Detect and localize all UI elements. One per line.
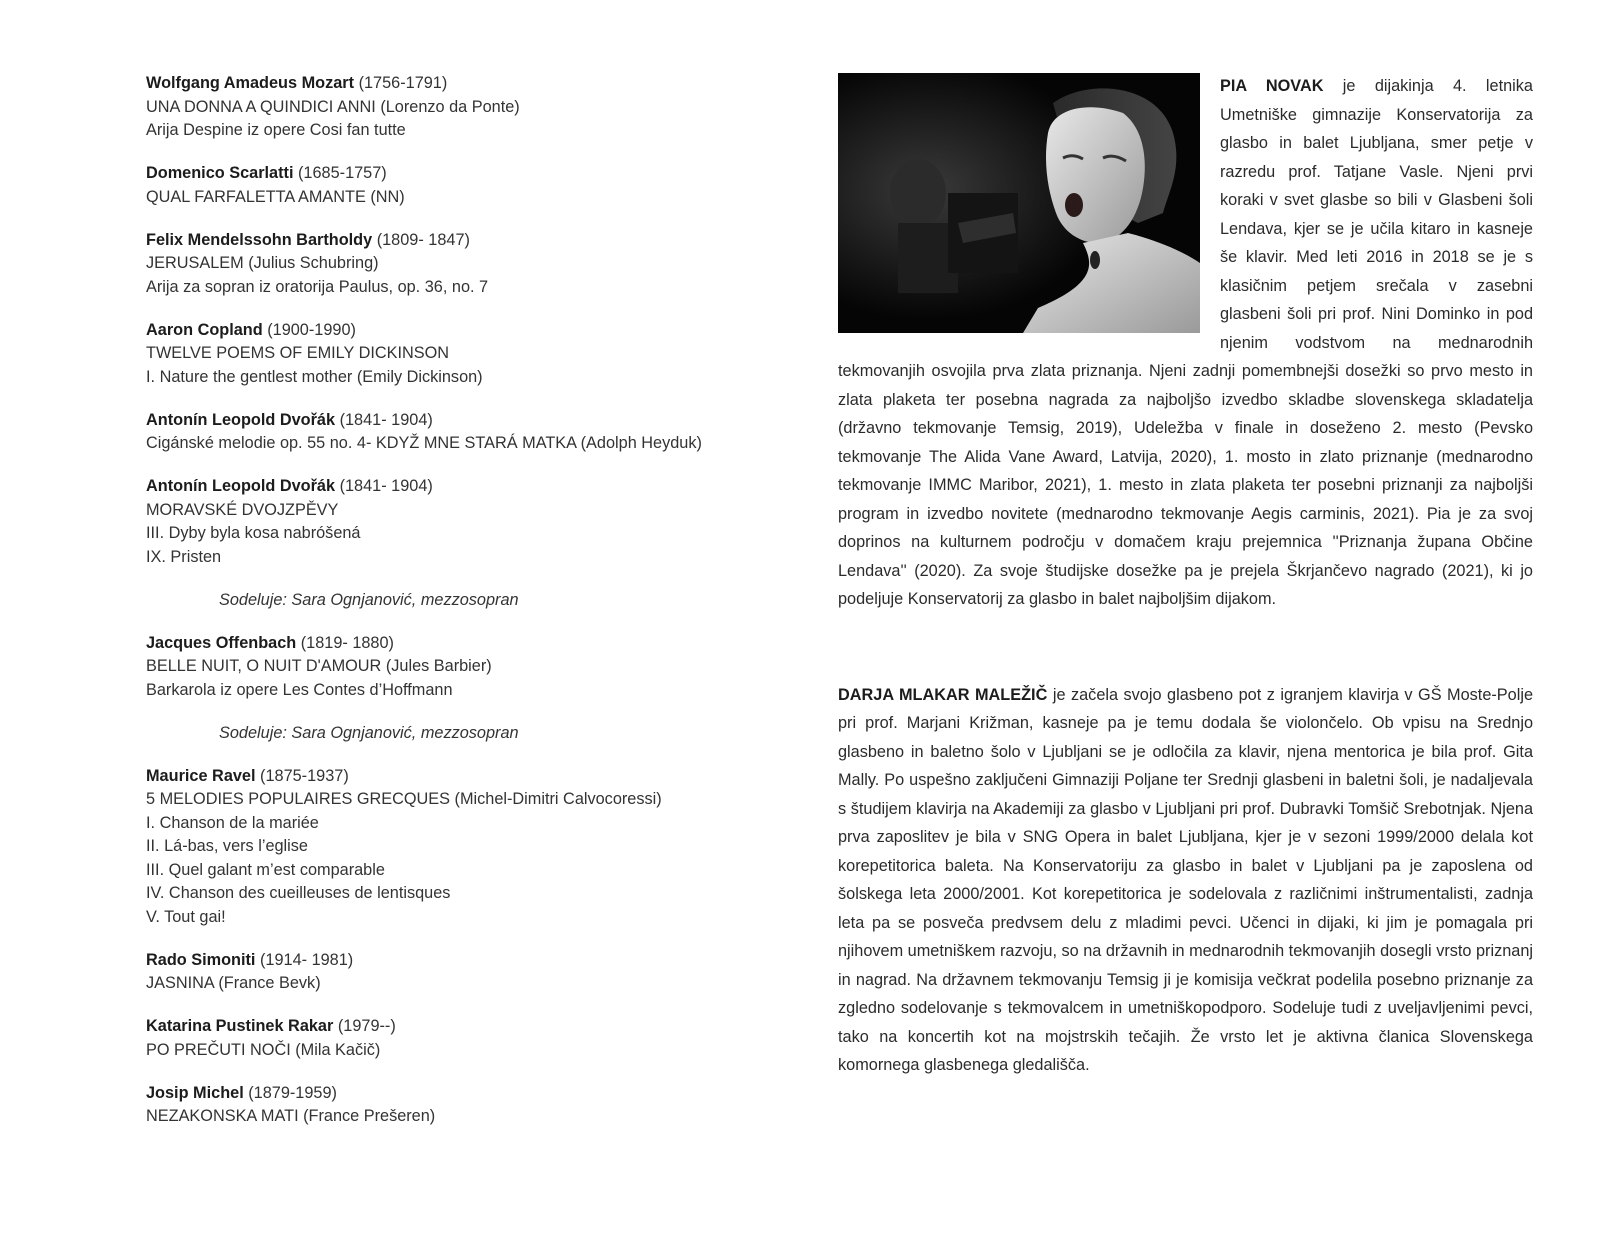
bio-pia-novak xyxy=(838,72,1533,614)
composer-name: Wolfgang Amadeus Mozart xyxy=(146,74,355,92)
piece-line: Arija Despine iz opere Cosi fan tutte xyxy=(146,121,406,139)
composer-years: (1809- 1847) xyxy=(372,230,470,249)
piece-line: III. Dyby byla kosa nabróšená xyxy=(146,524,361,542)
program-piece xyxy=(146,72,786,143)
piece-line: Arija za sopran iz oratorija Paulus, op. 36, no. 7 xyxy=(146,277,489,296)
piece-line: JERUSALEM (Julius Schubring) xyxy=(146,254,379,272)
program-piece xyxy=(146,319,786,390)
piece-line: TWELVE POEMS OF EMILY DICKINSON xyxy=(146,344,450,362)
composer-years: (1979--) xyxy=(333,1017,396,1035)
bio-name: PIA NOVAK xyxy=(1220,77,1324,95)
piece-line: MORAVSKÉ DVOJZPĚVY xyxy=(146,500,339,519)
piece-line: III. Quel galant m’est comparable xyxy=(146,860,385,879)
composer-years: (1875-1937) xyxy=(255,766,349,785)
bio-darja-mlakar-malezic xyxy=(838,681,1533,1080)
piece-line: Barkarola iz opere Les Contes d’Hoffmann xyxy=(146,680,453,699)
bio-text: je začela svojo glasbeno pot z igranjem klavirja v GŠ Moste-Polje pri prof. Marjani Križman, kasneje pa je temu dodala še violončelo. Ob vpisu na Srednjo glasbeno in baletno šolo v Ljubljani se je odločila za klavir, njena mentorica je bila prof. Gita Mally. Po uspešno zaključeni Gimnaziji Poljane ter Srednji glasbeni in baletni šoli, je nadaljevala s študijem klavirja na Akademiji za glasbo v Ljubljani pri prof. Dubravki Tomšič Srebotnjak. Njena prva zaposlitev je bila v SNG Opera in balet Ljubljana, kjer je v sezoni 1999/2000 delala kot korepetitorica baleta. Na Konservatoriju za glasbo in balet v Ljubljani pa je zaposlena od šolskega leta 2000/2001. Kot korepetitorica je sodelovala z različnimi inštrumentalisti, zadnja leta pa se posveča predvsem delu z mladimi pevci. Učenci in dijaki, ki jim je pomagala pri njihovem umetniškem razvoju, so na državnih in mednarodnih tekmovanjih dosegli vrsto priznanj in nagrad. Na državnem tekmovanju Temsig ji je komisija večkrat podelila posebno priznanje za zgledno sodelovanje s tekmovalcem in umetniškopodporo. Sodeluje tudi z uveljavljenimi pevci, tako na koncertih kot na mojstrskih tečajih. Že vrsto let je aktivna članica Slovenskega komornega glasbenega gledališča. xyxy=(838,685,1534,1074)
collaborator-note: Sodeluje: Sara Ognjanović, mezzosopran xyxy=(219,723,519,742)
piece-line: QUAL FARFALETTA AMANTE (NN) xyxy=(146,187,405,206)
composer-name: Jacques Offenbach xyxy=(146,633,297,652)
piece-line: UNA DONNA A QUINDICI ANNI (Lorenzo da Ponte) xyxy=(146,97,520,116)
piece-line: V. Tout gai! xyxy=(146,907,226,926)
concert-program xyxy=(146,72,786,1148)
piece-line: I. Chanson de la mariée xyxy=(146,813,319,832)
program-piece xyxy=(146,475,786,569)
composer-years: (1879-1959) xyxy=(243,1083,337,1102)
program-piece xyxy=(146,1082,786,1129)
piece-line: BELLE NUIT, O NUIT D'AMOUR (Jules Barbier) xyxy=(146,657,492,675)
composer-years: (1756-1791) xyxy=(354,74,448,92)
composer-name: Josip Michel xyxy=(146,1083,244,1102)
program-piece xyxy=(146,229,786,300)
piece-line: PO PREČUTI NOČI (Mila Kačič) xyxy=(146,1040,381,1059)
composer-years: (1900-1990) xyxy=(262,320,356,339)
piece-line: IX. Pristen xyxy=(146,547,222,566)
composer-years: (1914- 1981) xyxy=(255,950,354,969)
program-piece xyxy=(146,162,786,209)
program-piece xyxy=(146,409,786,456)
composer-years: (1819- 1880) xyxy=(296,633,394,652)
composer-name: Antonín Leopold Dvořák xyxy=(146,477,336,495)
composer-name: Aaron Copland xyxy=(146,320,263,339)
composer-years: (1685-1757) xyxy=(293,164,387,182)
composer-name: Rado Simoniti xyxy=(146,950,256,969)
composer-name: Antonín Leopold Dvořák xyxy=(146,410,336,429)
composer-name: Katarina Pustinek Rakar xyxy=(146,1017,334,1035)
collaborator-note: Sodeluje: Sara Ognjanović, mezzosopran xyxy=(219,590,519,609)
composer-years: (1841- 1904) xyxy=(335,410,433,429)
piece-line: I. Nature the gentlest mother (Emily Dickinson) xyxy=(146,367,483,386)
piece-line: Cigánské melodie op. 55 no. 4- KDYŽ MNE STARÁ MATKA (Adolph Heyduk) xyxy=(146,434,702,452)
piece-line: 5 MELODIES POPULAIRES GRECQUES (Michel-Dimitri Calvocoressi) xyxy=(146,790,662,808)
composer-name: Domenico Scarlatti xyxy=(146,164,294,182)
piece-line: IV. Chanson des cueilleuses de lentisques xyxy=(146,884,451,902)
composer-name: Felix Mendelssohn Bartholdy xyxy=(146,230,373,249)
singer-photo xyxy=(838,73,1200,333)
composer-years: (1841- 1904) xyxy=(335,477,433,495)
program-piece xyxy=(146,632,786,703)
composer-name: Maurice Ravel xyxy=(146,766,256,785)
singer-photo-illustration xyxy=(838,73,1200,333)
piece-line: JASNINA (France Bevk) xyxy=(146,974,321,992)
program-piece xyxy=(146,1015,786,1062)
piece-line: II. Lá-bas, vers l’eglise xyxy=(146,837,308,855)
bio-text: je dijakinja 4. letnika Umetniške gimnazije Konservatorija za glasbo in balet Ljubljana, smer petje v razredu prof. Tatjane Vasle. Njeni prvi koraki v svet glasbe so bili v Glasbeni šoli Lendava, kjer se je učila kitaro in kasneje še klavir. Med leti 2016 in 2018 se je s klasičnim petjem srečala v zasebni glasbeni šoli pri prof. Nini Dominko in pod njenim vodstvom na mednarodnih tekmovanjih osvojila prva zlata priznanja. Njeni zadnji pomembnejši dosežki so prvo mesto in zlata plaketa ter posebna nagrada za najboljšo izvedbo skladbe slovenskega skladatelja (državno tekmovanje Temsig, 2019), Udeležba v finale in doseženo 2. mesto (Pevsko tekmovanje The Alida Vane Award, Latvija, 2020), 1. mosto in zlato priznanje (mednarodno tekmovanje IMMC Maribor, 2021), 1. mesto in zlata plaketa ter posebni priznanji za najboljši program in izvedbo novitete (mednarodno tekmovanje Aegis carminis, 2021). Pia je za svoj doprinos na kulturnem področju v domačem kraju prejemnica ''Priznanja župana Občine Lendava'' (2020). Za svoje študijske dosežke pa je prejela Škrjančevo nagrado (2021), ki jo podeljuje Konservatorij za glasbo in balet najboljšim dijakom. xyxy=(838,77,1533,608)
biographies xyxy=(838,72,1533,1080)
program-piece xyxy=(146,765,786,930)
bio-name: DARJA MLAKAR MALEŽIČ xyxy=(838,685,1048,704)
program-piece xyxy=(146,949,786,996)
piece-line: NEZAKONSKA MATI (France Prešeren) xyxy=(146,1107,436,1125)
